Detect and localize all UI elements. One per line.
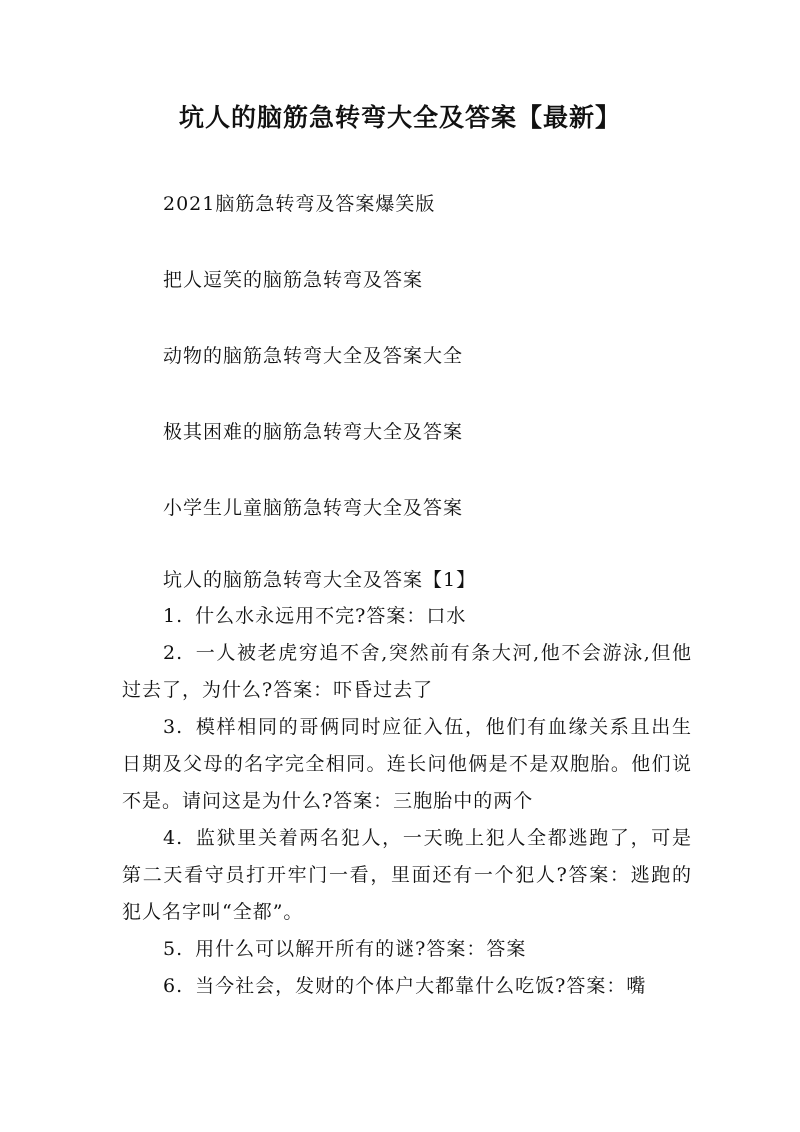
qa-list [122,598,692,1005]
qa-text: 监狱里关着两名犯人，一天晚上犯人全都逃跑了，可是第二天看守员打开牢门一看，里面还有一个犯人?答案：逃跑的犯人名字叫“全都”。 [122,827,692,923]
qa-item-4 [122,820,692,931]
qa-number: 3. [163,716,184,738]
related-link-4[interactable]: 极其困难的脑筋急转弯大全及答案 [163,421,464,443]
qa-number: 4. [163,827,184,849]
document-title: 坑人的脑筋急转弯大全及答案【最新】 [178,103,621,132]
qa-text: 什么水永远用不完?答案：口水 [195,605,467,627]
qa-text: 模样相同的哥俩同时应征入伍，他们有血缘关系且出生日期及父母的名字完全相同。连长问他俩是不是双胞胎。他们说不是。请问这是为什么?答案：三胞胎中的两个 [122,716,692,812]
qa-item-3 [122,709,692,820]
related-link-3[interactable]: 动物的脑筋急转弯大全及答案大全 [163,345,464,367]
qa-item-2 [122,635,692,709]
qa-number: 1. [163,605,184,627]
qa-item-5 [122,931,692,968]
qa-number: 2. [163,642,184,664]
qa-number: 5. [163,938,184,960]
qa-text: 用什么可以解开所有的谜?答案：答案 [195,938,527,960]
qa-item-6 [122,968,692,1005]
section-heading: 坑人的脑筋急转弯大全及答案【1】 [163,569,477,591]
related-link-1[interactable]: 2021脑筋急转弯及答案爆笑版 [163,193,436,215]
related-link-5[interactable]: 小学生儿童脑筋急转弯大全及答案 [163,497,464,519]
qa-number: 6. [163,975,184,997]
qa-text: 一人被老虎穷追不舍,突然前有条大河,他不会游泳,但他过去了，为什么?答案：吓昏过去了 [122,642,692,701]
related-link-2[interactable]: 把人逗笑的脑筋急转弯及答案 [163,269,424,291]
qa-text: 当今社会，发财的个体户大都靠什么吃饭?答案：嘴 [195,975,647,997]
qa-item-1 [122,598,692,635]
